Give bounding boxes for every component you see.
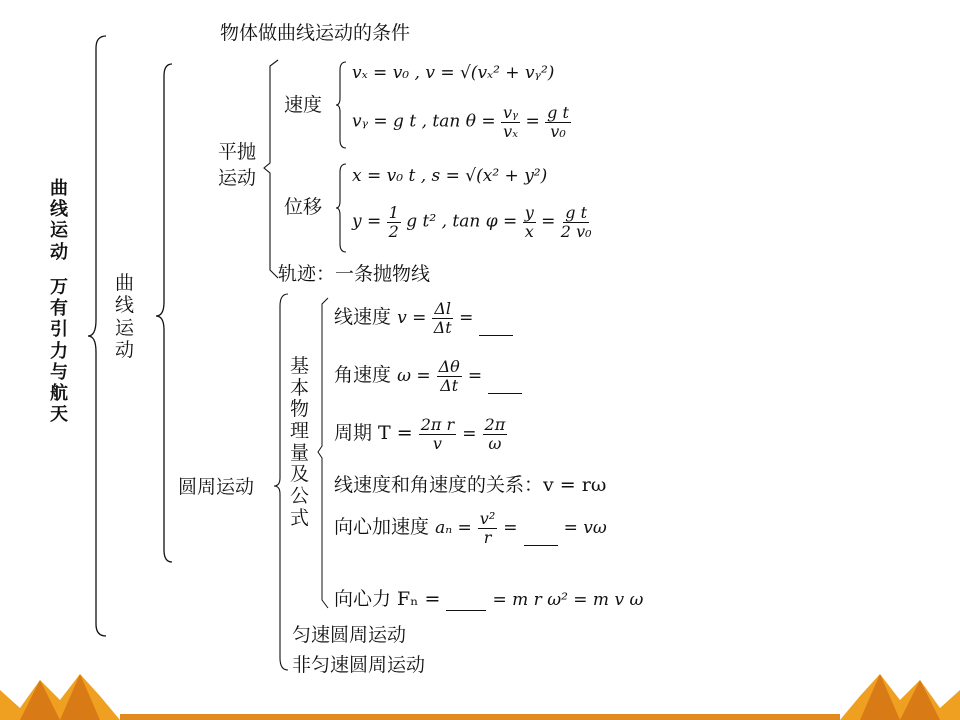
frac-den: ω	[488, 433, 502, 453]
vertical-char: 曲	[50, 178, 68, 199]
centripetal-force-row	[334, 576, 643, 611]
frac-den: x	[524, 221, 534, 241]
d2-prefix: y =	[352, 211, 382, 232]
linear-speed-label: 线速度	[334, 306, 392, 329]
velocity-line-1: vₓ = v₀ , v = √(vₓ² + vᵧ²)	[352, 63, 555, 83]
circular-label: 圆周运动	[178, 476, 255, 498]
vertical-char: 本	[290, 376, 310, 399]
curve-motion-label	[115, 272, 134, 362]
vertical-char: 航	[50, 383, 68, 405]
basic-brace	[316, 296, 330, 610]
vertical-char: 及	[290, 463, 310, 486]
2pir-over-v	[419, 416, 456, 452]
frac-den: Δt	[440, 375, 459, 395]
basic-quantities-label	[290, 356, 309, 529]
frac-den: vₓ	[503, 121, 518, 141]
projectile-label-text: 平抛运动	[218, 141, 257, 189]
vertical-char: 与	[50, 361, 68, 383]
vertical-char: 式	[290, 506, 310, 529]
frac-num: 1	[388, 203, 399, 222]
centripetal-force-label: 向心力 Fₙ =	[334, 588, 441, 610]
vertical-char: 万	[50, 276, 68, 298]
bottom-left-decoration	[0, 660, 120, 720]
velocity-line-2: vᵧ = g t , tan θ = $\frac{\text{vᵧ}}{\text{vₓ}}$ = $\frac{\text{g t}}{\text{v₀}}$	[352, 103, 569, 141]
y-over-x	[523, 204, 536, 240]
blank-line	[479, 321, 513, 336]
frac-num: Δl	[434, 299, 452, 318]
circular-brace	[272, 292, 290, 672]
vertical-char: 动	[50, 241, 68, 263]
gt-over-v0	[545, 104, 571, 140]
dtheta-over-dt	[437, 358, 462, 394]
angular-speed-row: 角速度 ω = $\frac{\Delta\theta}{\Delta t}$ =	[334, 358, 522, 394]
gt-over-2v0	[561, 204, 592, 240]
2pi-over-omega	[483, 416, 508, 452]
frac-num: 2π	[484, 415, 506, 434]
nonuniform-circular: 非匀速圆周运动	[292, 654, 426, 676]
outer-brace	[86, 34, 108, 638]
projectile-label	[218, 140, 262, 191]
blank-line	[524, 531, 558, 546]
vertical-char: 力	[50, 340, 68, 362]
period-label: 周期 T =	[334, 422, 413, 445]
vertical-char: 公	[290, 484, 310, 507]
angular-speed-label: 角速度	[334, 364, 392, 387]
uniform-circular: 匀速圆周运动	[292, 624, 407, 646]
bottom-right-decoration	[840, 660, 960, 720]
vertical-char: 动	[115, 339, 135, 362]
frac-num: v²	[479, 509, 496, 528]
dl-over-dt	[432, 300, 453, 336]
vertical-char: 引	[50, 319, 68, 341]
frac-num: 2π r	[420, 415, 455, 434]
vertical-char: 运	[115, 316, 135, 339]
frac-den: Δt	[433, 317, 452, 337]
frac-num: g t	[565, 203, 588, 222]
v2-prefix: vᵧ = g t , tan θ =	[352, 111, 496, 132]
vertical-char: 运	[50, 220, 68, 242]
v2-over-r	[478, 510, 497, 546]
blank-line	[446, 596, 486, 611]
projectile-brace	[262, 58, 280, 280]
acc-symbol: aₙ =	[435, 518, 472, 539]
second-brace	[154, 62, 174, 564]
d2-mid: g t² , tan φ =	[406, 211, 518, 232]
v-symbol: v =	[397, 308, 427, 329]
displacement-brace	[334, 162, 348, 254]
centripetal-acc-label: 向心加速度	[334, 516, 430, 539]
displacement-line-1: x = v₀ t , s = √(x² + y²)	[352, 166, 548, 186]
displacement-line-2: y = $\frac{1}{2}$ g t² , tan φ = $\frac{y}{x}$ = $\frac{\text{g t}}{\text{2 v₀}}$	[352, 203, 592, 241]
velocity-brace	[334, 60, 348, 150]
relation-row: 线速度和角速度的关系：v = rω	[334, 474, 607, 496]
linear-speed-row: 线速度 v = $\frac{\Delta l}{\Delta t}$ =	[334, 300, 513, 336]
frac-den: r	[483, 527, 492, 547]
period-row: 周期 T = $\frac{\text{2π r}}{v}$ = $\frac{2\pi}{\omega}$	[334, 415, 506, 453]
force-tail: = m r ω² = m v ω	[492, 590, 644, 610]
vertical-char: 有	[50, 298, 68, 320]
main-title	[50, 178, 68, 426]
vertical-char: 线	[50, 199, 68, 221]
frac-num: y	[524, 203, 534, 222]
vertical-char: 基	[290, 355, 310, 377]
frac-num: vᵧ	[503, 103, 519, 122]
acc-tail: = vω	[563, 518, 607, 539]
frac-num: g t	[547, 103, 569, 122]
frac-den: 2 v₀	[560, 221, 592, 241]
trajectory-text: 轨迹：一条抛物线	[278, 263, 431, 285]
bottom-bar	[120, 714, 840, 720]
condition-text: 物体做曲线运动的条件	[220, 22, 411, 44]
vertical-char: 物	[290, 398, 310, 421]
vertical-char: 线	[115, 294, 135, 317]
vy-over-vx	[501, 104, 520, 140]
frac-den: v₀	[550, 121, 566, 141]
displacement-label: 位移	[284, 196, 323, 218]
omega-symbol: ω =	[397, 366, 431, 387]
frac-num: Δθ	[438, 357, 460, 376]
vertical-char: 理	[290, 419, 310, 442]
frac-den: 2	[388, 221, 399, 241]
vertical-char: 曲	[115, 272, 135, 294]
vertical-char: 量	[290, 441, 310, 464]
frac-den: v	[432, 433, 442, 453]
blank-line	[488, 379, 522, 394]
vertical-char: 天	[50, 404, 68, 426]
centripetal-acc-row: 向心加速度 aₙ = $\frac{\text{v²}}{r}$ = = vω	[334, 509, 607, 547]
one-half	[387, 204, 401, 240]
velocity-label: 速度	[284, 94, 323, 116]
